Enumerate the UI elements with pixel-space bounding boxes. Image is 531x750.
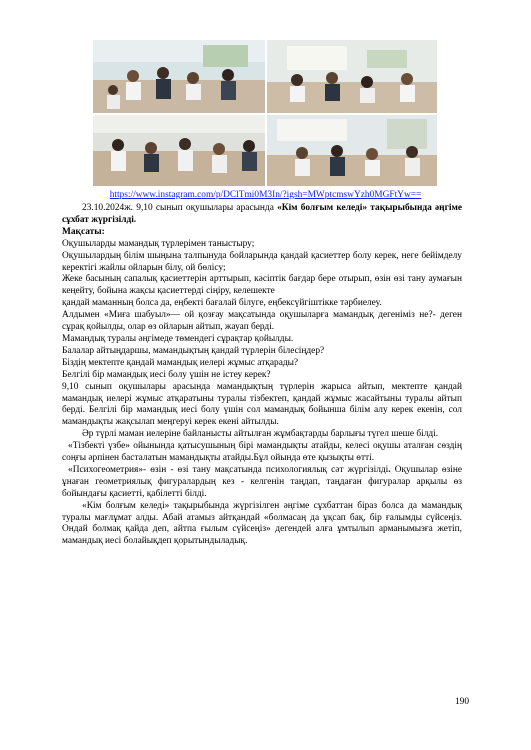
riddles-paragraph: Әр түрлі маман иелеріне байланысты айтылған жұмбақтарды барлығы түгел шеше білді. <box>82 429 439 440</box>
classroom-photo-2 <box>267 40 437 113</box>
chain-game-paragraph: «Тізбекті үзбе» ойынында қатысушының бірі мамандықты атайды, келесі оқушы аталған сөздің соңғы әрпінен басталатын мамандықты атайды.Бұл ойында өте қызықты өтті. <box>62 441 462 464</box>
classroom-photo-3 <box>93 115 265 186</box>
intro-text: 9,10 сынып оқушылары арасында <box>133 203 278 213</box>
instagram-link[interactable]: https://www.instagram.com/p/DClTmi0M3In/?igsh=MWptcmswYzh0MGFtYw== <box>109 190 422 200</box>
aim-heading: Мақсаты: <box>62 226 105 237</box>
aim-line-3: Жеке басының сапалық қасиеттерін арттырып, кәсіптік бағдар бере отырып, өзін өзі тану аумағын кеңейту, бойына жақсы қасиеттерді сіңіру, келешекте <box>62 274 462 297</box>
question-2: Біздің мектепте қандай мамандық иелері жұмыс атқарады? <box>62 357 299 368</box>
questions-intro: Мамандық туралы әңгімеде төмендегі сұрақтар қойылды. <box>62 333 294 344</box>
intro-paragraph <box>62 203 462 227</box>
conclusion-paragraph: «Кім болғым келеді» тақырыбында жүргізілген әңгіме сұхбаттан біраз болса да мамандық туралы мағлұмат алды. Абай атамыз айтқандай «болмасаң да ұқсап бақ, бір ғалымды сүйсеңіз. Ондай болмақ қайда деп, айтпа ғылым сүйсеңіз» дегендей алға ұмтылып арманымызға жетіп, мамандық иесі болайықдеп қорытындыладық. <box>62 500 462 547</box>
article-body <box>62 203 462 548</box>
psychogeometry-paragraph: «Психогеометрия»- өзін - өзі тану мақсатында психологиялық сәт жүргізілді. Оқушылар өзіне ұнаған геометриялық фигуралардың кез - келгенін таңдап, таңдаған фигуралар арқылы өз бойындағы қасиетті, қабілетті білді. <box>62 464 463 499</box>
classroom-photo-1 <box>93 40 265 113</box>
photo-collage <box>93 40 437 186</box>
question-3: Белгілі бір мамандық иесі болу үшін не істеу керек? <box>62 369 271 380</box>
brainstorm-paragraph: Алдымен «Миға шабуыл»— ой қозғау мақсатында оқушыларға мамандық дегеніміз не?- деген сұрақ қойылды, олар өз ойларын айтып, жауап берді. <box>62 310 462 333</box>
event-date: 23.10.2024ж. <box>82 203 134 213</box>
event-topic: «Кім болғым келеді» тақырыбында әңгіме сұхбат жүргізілді. <box>62 203 462 225</box>
page-number: 190 <box>454 697 469 707</box>
photo-source-link-line <box>0 190 531 201</box>
question-1: Балалар айтыңдаршы, мамандықтың қандай түрлерін білесіңдер? <box>62 345 325 356</box>
discussion-paragraph: 9,10 сынып оқушылары арасында мамандықтың түрлерін жарыса айтып, мектепте қандай мамандық иелері жұмыс атқаратыны туралы тізбектеп, қандай жұмыс жасайтыны туралы айтып берді. Белгілі бір мамандық иесі болу үшін сол мамандық бойынша білім алу керек екенін, сол мамандықты жақсылап меңгеруі керек екені айтылды. <box>62 381 462 428</box>
aim-line-2: Оқушылардың білім шыңына талпынуда бойларында қандай қасиеттер болу керек, неге бейімделу керектігі жайлы ойларын білу, ой бөлісу; <box>62 250 462 273</box>
aim-line-4: қандай маманның болса да, еңбекті бағалай білуге, еңбексүйгіштікке тәрбиелеу. <box>62 298 382 309</box>
aim-line-1: Оқушыларды мамандық түрлерімен таныстыру; <box>62 238 255 249</box>
classroom-photo-4 <box>267 115 437 186</box>
